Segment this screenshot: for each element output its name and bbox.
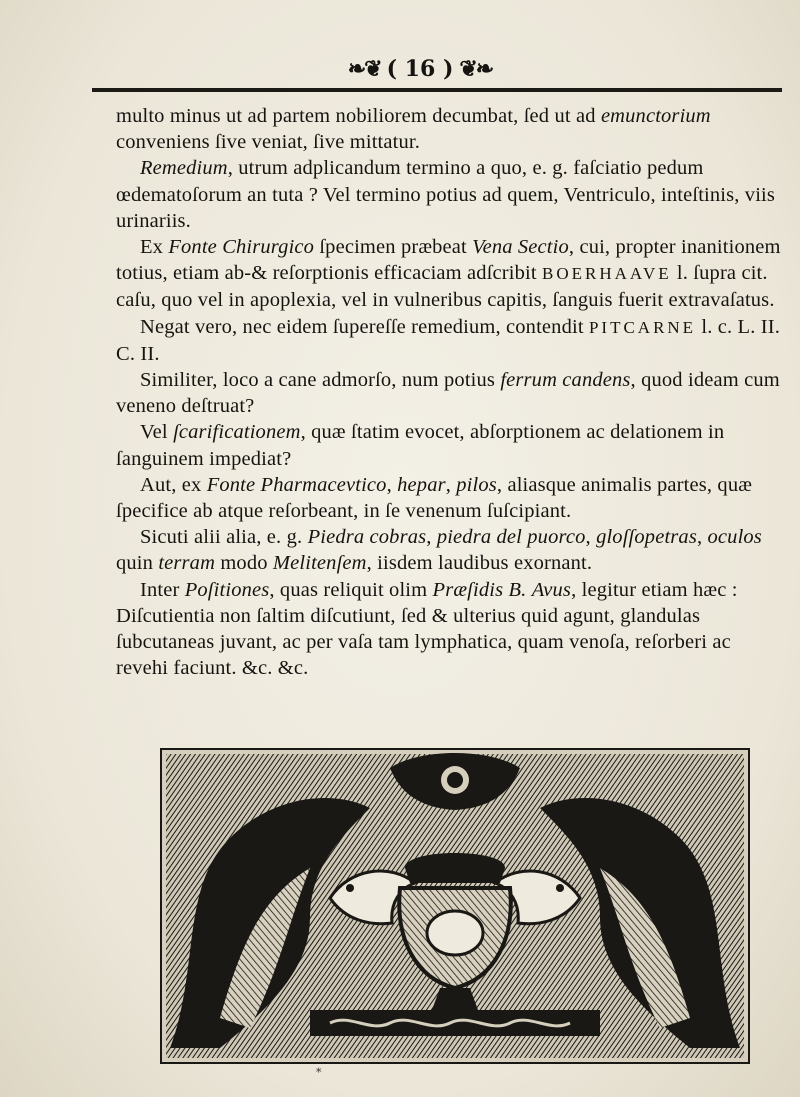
text-run: Aut, ex <box>140 473 207 496</box>
header-rule <box>92 88 782 92</box>
text-run: , <box>445 473 457 496</box>
paragraph <box>116 524 786 576</box>
text-run: , <box>585 526 597 549</box>
text-run: , utrum adplicandum termino a quo, e. g. faſciatio pedum œdematoſorum an tuta ? Vel termino potius ad quem, Ventriculo, inteſtinis, viis urinariis. <box>116 157 776 232</box>
text-run: , legitur etiam hæc : Diſcutientia non ſaltim diſcutiunt, ſed & ulterius quid agunt, glandulas ſubcutaneas juvant, ac per vaſa tam lymphatica, quam venoſa, reſorberi ac revehi faciunt. &c. &c. <box>116 578 738 680</box>
text-run: ſpecimen præbeat <box>314 236 473 259</box>
text-run: l. ſupra cit. caſu, quo vel in apoplexia, vel in vulneribus capitis, ſanguis fuerit extravaſatus. <box>116 262 775 312</box>
text-run: conveniens ſive veniat, ſive mittatur. <box>116 131 421 154</box>
text-run: multo minus ut ad partem nobiliorem decumbat, ſed ut ad <box>116 105 601 127</box>
text-run: Negat vero, nec eidem ſupereſſe remedium, contendit <box>140 315 589 338</box>
small-caps-name: BOERHAAVE <box>541 264 672 284</box>
text-run: Similiter, loco a cane admorſo, num potius <box>140 369 501 392</box>
right-fleuron-icon: ❦❧ <box>459 56 493 82</box>
text-run: quin <box>116 552 159 575</box>
small-caps-name: PITCARNE <box>588 317 697 337</box>
text-run: , <box>386 473 398 496</box>
text-run: , iisdem laudibus exornant. <box>366 552 593 575</box>
text-run: , <box>426 526 437 549</box>
italic-run: pilos <box>456 473 497 496</box>
text-run: Inter <box>140 578 185 601</box>
italic-run: oculos <box>707 526 762 549</box>
paragraph <box>116 234 786 314</box>
text-run: Sicuti alii alia, e. g. <box>140 526 308 549</box>
paragraph <box>116 577 786 682</box>
italic-run: Fonte Chirurgico <box>168 236 315 259</box>
paragraph <box>116 472 786 524</box>
text-run: , cui, propter inanitionem totius, etiam ab-& reſorptionis efficaciam adſcribit <box>116 236 781 285</box>
paragraph <box>116 103 786 155</box>
paragraph <box>116 419 786 471</box>
paragraph <box>116 367 786 419</box>
italic-run: gloſſopetras <box>596 526 697 549</box>
italic-run: Melitenſem <box>272 552 367 575</box>
text-run: Ex <box>140 236 169 259</box>
italic-run: Poſitiones <box>184 578 270 601</box>
text-run: , <box>696 526 708 549</box>
text-run: , quas reliquit olim <box>269 578 433 601</box>
italic-run: terram <box>158 552 216 575</box>
italic-run: emunctorium <box>600 105 711 127</box>
italic-run: Piedra cobras <box>307 526 427 549</box>
italic-run: ferrum candens <box>500 369 631 392</box>
italic-run: Fonte Pharmacevtico <box>206 473 387 496</box>
text-run: , aliasque animalis partes, quæ ſpecifice ab atque reſorbeant, in ſe venenum ſuſcipiant. <box>116 473 753 523</box>
italic-run: ſcarificationem <box>173 421 301 444</box>
italic-run: Avus <box>531 578 572 601</box>
paragraph <box>116 314 786 367</box>
running-head <box>300 54 540 84</box>
text-run: , quod ideam cum veneno deſtruat? <box>116 369 780 418</box>
text-run: , quæ ſtatim evocet, abſorptionem ac delationem in ſanguinem impediat? <box>116 421 725 470</box>
italic-run: hepar <box>397 473 446 496</box>
signature-mark: * <box>316 1066 322 1079</box>
text-run: l. c. L. II. C. II. <box>116 315 780 365</box>
left-fleuron-icon: ❧❦ <box>347 56 381 82</box>
body-text <box>116 103 786 681</box>
italic-run: Vena Sectio <box>472 236 569 259</box>
page-number: ( 16 ) <box>386 56 454 82</box>
italic-run: Remedium <box>140 157 228 180</box>
text-run: modo <box>215 552 273 575</box>
tailpiece-vignette-icon <box>160 748 750 1064</box>
paragraph <box>116 155 786 234</box>
italic-run: Præſidis B. <box>432 578 527 601</box>
text-run: Vel <box>140 421 174 444</box>
italic-run: piedra del puorco <box>436 526 586 549</box>
